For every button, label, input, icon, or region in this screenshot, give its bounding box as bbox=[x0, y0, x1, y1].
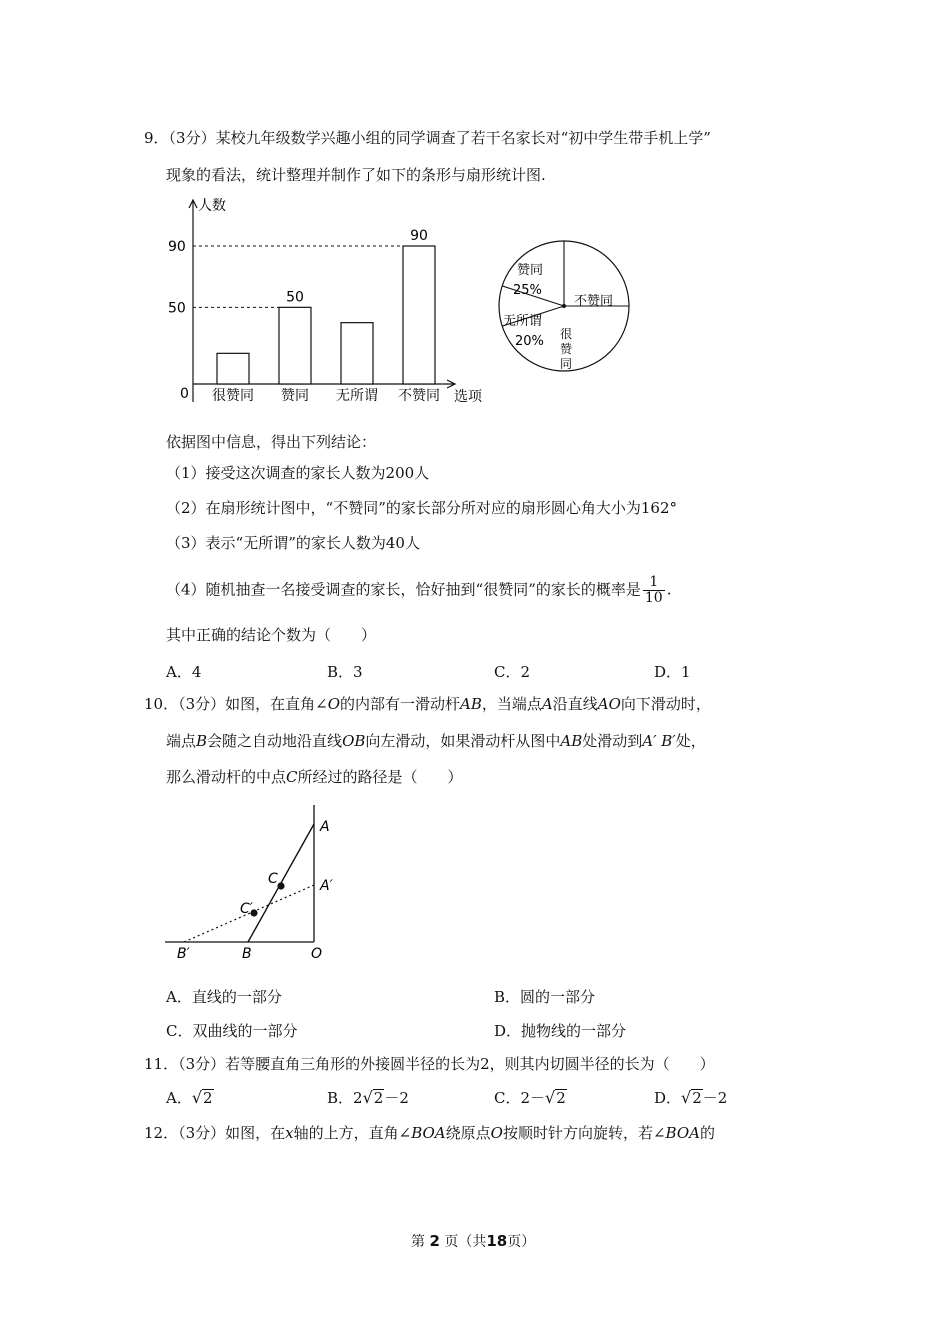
q11-b-label: B．2 bbox=[327, 1089, 363, 1107]
q10-l2-c: 会随之自动地沿直线 bbox=[207, 732, 343, 750]
q12-c: 轴的上方，直角∠ bbox=[293, 1124, 412, 1142]
bar-2 bbox=[341, 323, 373, 384]
q10-line2 bbox=[166, 731, 706, 751]
q11-text: 11．（3分）若等腰直角三角形的外接圆半径的长为2，则其内切圆半径的长为（ ） bbox=[144, 1055, 715, 1073]
q9-line2: 现象的看法，统计整理并制作了如下的条形与扇形统计图. bbox=[166, 166, 546, 184]
q12-i: 的 bbox=[699, 1124, 715, 1142]
pie-label-henzantong: 很赞同 bbox=[560, 327, 573, 371]
q10-l2-h: A′ B′ bbox=[642, 732, 676, 750]
label-b: B bbox=[242, 946, 252, 962]
q10-l2-d: OB bbox=[342, 732, 366, 750]
label-o: O bbox=[311, 946, 323, 962]
q11-b-radicand: 2 bbox=[373, 1089, 384, 1107]
footer-total-pages: 18 bbox=[486, 1232, 508, 1250]
x-axis-label: 选项 bbox=[454, 389, 482, 405]
q10-option-a[interactable]: A．直线的一部分 bbox=[166, 988, 282, 1006]
label-a1: A′ bbox=[320, 878, 333, 894]
q10-l1-c: 的内部有一滑动杆 bbox=[340, 695, 461, 713]
q10-option-b[interactable]: B．圆的一部分 bbox=[494, 988, 596, 1006]
q11-option-c[interactable] bbox=[494, 1087, 567, 1108]
sqrt-icon: √ bbox=[362, 1088, 373, 1107]
fraction-numerator: 1 bbox=[643, 575, 665, 591]
q10-option-d[interactable]: D．抛物线的一部分 bbox=[494, 1022, 627, 1040]
q10-l1-g: 沿直线 bbox=[552, 695, 598, 713]
q10-line1 bbox=[144, 694, 711, 714]
sliding-rod-figure bbox=[160, 800, 350, 970]
q10-l1-h: AO bbox=[597, 695, 621, 713]
x-tick-label-1: 赞同 bbox=[281, 388, 309, 404]
page-footer bbox=[411, 1231, 535, 1251]
q10-l1-e: ，当端点 bbox=[481, 695, 542, 713]
midpoint-c bbox=[277, 882, 284, 889]
label-a: A bbox=[320, 819, 330, 835]
q10-l3-b: C bbox=[286, 768, 298, 786]
label-c: C bbox=[268, 871, 278, 887]
q9-option-d[interactable]: D．1 bbox=[654, 663, 691, 681]
q9-c4-end: . bbox=[666, 580, 672, 599]
y-axis-label: 人数 bbox=[198, 198, 226, 214]
q10-option-c[interactable]: C．双曲线的一部分 bbox=[166, 1022, 298, 1040]
y-tick-label-1: 50 bbox=[168, 300, 186, 317]
q10-l1-f: A bbox=[541, 695, 553, 713]
q12-b: x bbox=[285, 1124, 294, 1142]
q9-conclusion-3: （3）表示“无所谓”的家长人数为40人 bbox=[166, 534, 420, 552]
q11-a-label: A． bbox=[166, 1089, 192, 1107]
bar-value-label-1: 50 bbox=[286, 289, 304, 306]
pie-label-buzantong: 不赞同 bbox=[574, 294, 614, 309]
q11-option-d[interactable] bbox=[654, 1087, 727, 1108]
q11-option-a[interactable] bbox=[166, 1087, 214, 1108]
q10-l3-c: 所经过的路径是（ ） bbox=[297, 768, 463, 786]
q9-option-b[interactable]: B．3 bbox=[327, 663, 363, 681]
sqrt-icon: √ bbox=[545, 1088, 556, 1107]
pie-pct-zantong: 25% bbox=[513, 283, 542, 298]
q10-l1-a: 10．（3分）如图，在直角∠ bbox=[144, 695, 328, 713]
q12-a: 12．（3分）如图，在 bbox=[144, 1124, 286, 1142]
q9-basis: 依据图中信息，得出下列结论： bbox=[166, 433, 377, 451]
x-tick-label-2: 无所谓 bbox=[336, 388, 378, 404]
y-tick-label-2: 90 bbox=[168, 239, 186, 255]
q9-conclusion-2: （2）在扇形统计图中，“不赞同”的家长部分所对应的扇形圆心角大小为162° bbox=[166, 499, 678, 517]
fraction-one-tenth bbox=[643, 575, 665, 606]
q12-line1 bbox=[144, 1123, 715, 1143]
sqrt-icon: √ bbox=[191, 1088, 203, 1107]
q11-d-label: D． bbox=[654, 1089, 682, 1107]
bar-1 bbox=[279, 307, 311, 384]
bar-0 bbox=[217, 353, 249, 384]
q12-d: BOA bbox=[411, 1124, 446, 1142]
fraction-denominator: 10 bbox=[644, 590, 663, 606]
q10-l2-a: 端点 bbox=[166, 732, 197, 750]
pie-pct-wusuowei: 20% bbox=[515, 334, 544, 349]
q9-conclusion-4 bbox=[166, 575, 672, 606]
q11-d-radicand: 2 bbox=[692, 1089, 702, 1107]
q11-option-b[interactable] bbox=[327, 1087, 409, 1108]
q12-f: O bbox=[490, 1124, 503, 1142]
q9-option-c[interactable]: C．2 bbox=[494, 663, 531, 681]
footer-post: 页） bbox=[507, 1234, 536, 1250]
pie-chart bbox=[494, 236, 634, 380]
q10-l2-e: 向左滑动，如果滑动杆从图中 bbox=[365, 732, 561, 750]
q10-l2-i: 处， bbox=[675, 732, 706, 750]
q10-l1-b: O bbox=[327, 695, 341, 713]
q9-option-a[interactable]: A．4 bbox=[166, 663, 202, 681]
q10-l2-b: B bbox=[196, 732, 208, 750]
label-b1: B′ bbox=[177, 946, 190, 962]
y-tick-label-0: 0 bbox=[180, 386, 189, 402]
pie-center bbox=[562, 304, 566, 308]
q12-e: 绕原点 bbox=[445, 1124, 491, 1142]
x-tick-label-0: 很赞同 bbox=[212, 388, 254, 404]
q9-conclusion-1: （1）接受这次调查的家长人数为200人 bbox=[166, 464, 430, 482]
q10-l3-a: 那么滑动杆的中点 bbox=[166, 768, 287, 786]
q9-question: 其中正确的结论个数为（ ） bbox=[166, 626, 377, 644]
q11-b-tail: －2 bbox=[384, 1089, 409, 1107]
sqrt-icon: √ bbox=[681, 1088, 692, 1107]
q11-a-radicand: 2 bbox=[203, 1089, 213, 1107]
q11-c-label: C．2－ bbox=[494, 1089, 546, 1107]
footer-page-number: 2 bbox=[429, 1232, 440, 1250]
q12-g: 按顺时针方向旋转，若∠ bbox=[502, 1124, 666, 1142]
q11-c-radicand: 2 bbox=[556, 1089, 566, 1107]
q11-d-tail: －2 bbox=[702, 1089, 728, 1107]
q9-c4-text: （4）随机抽查一名接受调查的家长，恰好抽到“很赞同”的家长的概率是 bbox=[166, 580, 641, 599]
q10-l1-d: AB bbox=[460, 695, 482, 713]
bar-value-label-3: 90 bbox=[410, 228, 428, 244]
footer-pre: 第 bbox=[411, 1234, 425, 1250]
q10-l2-f: AB bbox=[560, 732, 583, 750]
q10-l2-g: 处滑动到 bbox=[582, 732, 643, 750]
label-c1: C′ bbox=[240, 901, 253, 917]
pie-label-wusuowei: 无所谓 bbox=[503, 314, 543, 329]
q10-l1-i: 向下滑动时， bbox=[620, 695, 711, 713]
q12-h: BOA bbox=[665, 1124, 700, 1142]
pie-label-zantong: 赞同 bbox=[517, 263, 544, 278]
q9-line1: 9．（3分）某校九年级数学兴趣小组的同学调查了若干名家长对“初中学生带手机上学” bbox=[144, 129, 711, 147]
bar-chart bbox=[160, 192, 500, 412]
x-tick-label-3: 不赞同 bbox=[398, 388, 440, 404]
bar-3 bbox=[403, 246, 435, 384]
footer-mid: 页（共 bbox=[444, 1234, 487, 1250]
q10-line3 bbox=[166, 767, 463, 787]
